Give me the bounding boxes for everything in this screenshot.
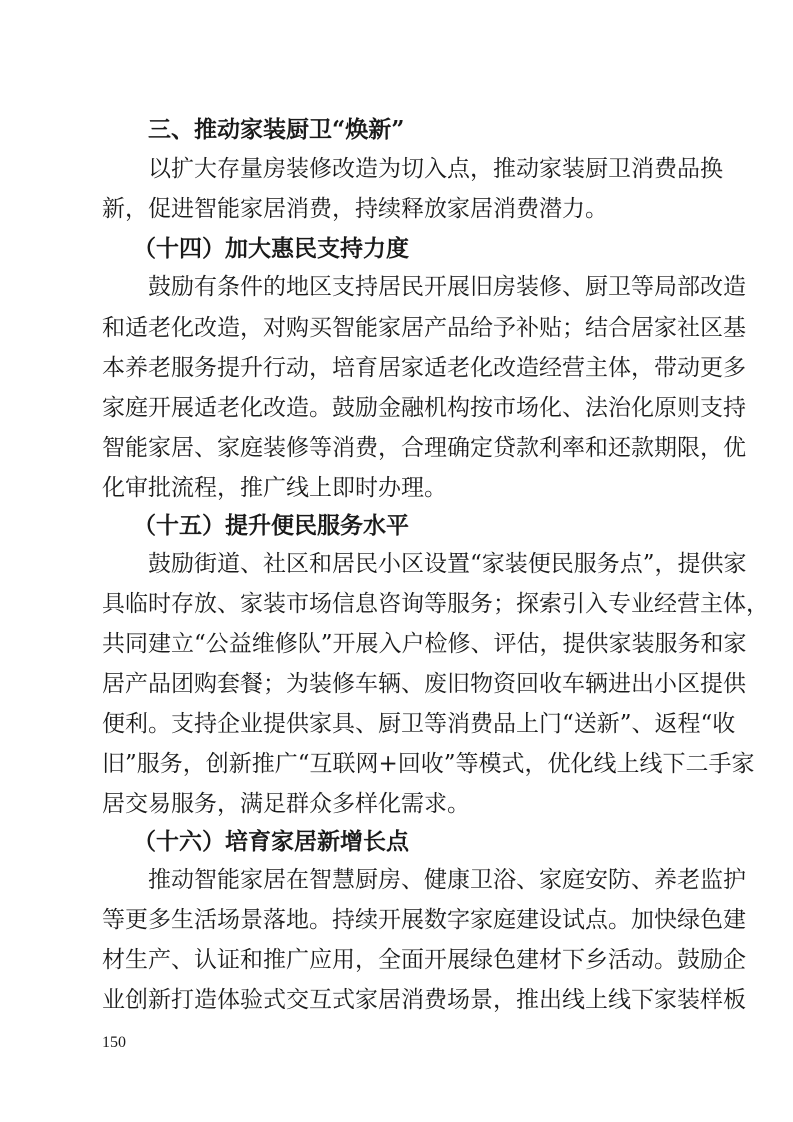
section-title: 三、推动家装厨卫“焕新”: [148, 116, 405, 143]
paragraph-line: 等更多生活场景落地。持续开展数字家庭建设试点。加快绿色建: [102, 907, 746, 933]
paragraph-line: 鼓励有条件的地区支持居民开展旧房装修、厨卫等局部改造: [148, 274, 746, 300]
paragraph-line: 便利。支持企业提供家具、厨卫等消费品上门“送新”、返程“收: [102, 711, 736, 737]
paragraph-line: 新，促进智能家居消费，持续释放家居消费潜力。: [102, 196, 608, 222]
paragraph-line: 居交易服务，满足群众多样化需求。: [102, 791, 470, 817]
page-number: 150: [102, 1034, 126, 1051]
paragraph-line: 以扩大存量房装修改造为切入点，推动家装厨卫消费品换: [148, 156, 723, 182]
paragraph-line: 智能家居、家庭装修等消费，合理确定贷款利率和还款期限，优: [102, 435, 746, 461]
paragraph-line: 共同建立“公益维修队”开展入户检修、评估，提供家装服务和家: [102, 631, 747, 657]
paragraph-line: 具临时存放、家装市场信息咨询等服务；探索引入专业经营主体，: [102, 591, 769, 617]
paragraph-line: 居产品团购套餐；为装修车辆、废旧物资回收车辆进出小区提供: [102, 671, 746, 697]
subsection-heading: （十五）提升便民服务水平: [133, 512, 409, 539]
paragraph-line: 本养老服务提升行动，培育居家适老化改造经营主体，带动更多: [102, 355, 746, 381]
paragraph-line: 鼓励街道、社区和居民小区设置“家装便民服务点”，提供家: [148, 551, 747, 577]
paragraph-line: 材生产、认证和推广应用，全面开展绿色建材下乡活动。鼓励企: [102, 947, 746, 973]
paragraph-line: 业创新打造体验式交互式家居消费场景，推出线上线下家装样板: [102, 987, 746, 1013]
paragraph-line: 化审批流程，推广线上即时办理。: [102, 475, 447, 501]
paragraph-line: 家庭开展适老化改造。鼓励金融机构按市场化、法治化原则支持: [102, 395, 746, 421]
paragraph-line: 推动智能家居在智慧厨房、健康卫浴、家庭安防、养老监护: [148, 867, 746, 893]
paragraph-line: 和适老化改造，对购买智能家居产品给予补贴；结合居家社区基: [102, 315, 746, 341]
subsection-heading: （十四）加大惠民支持力度: [133, 235, 409, 262]
paragraph-line: 旧”服务，创新推广“互联网+回收”等模式，优化线上线下二手家: [102, 751, 755, 777]
subsection-heading: （十六）培育家居新增长点: [133, 828, 409, 855]
